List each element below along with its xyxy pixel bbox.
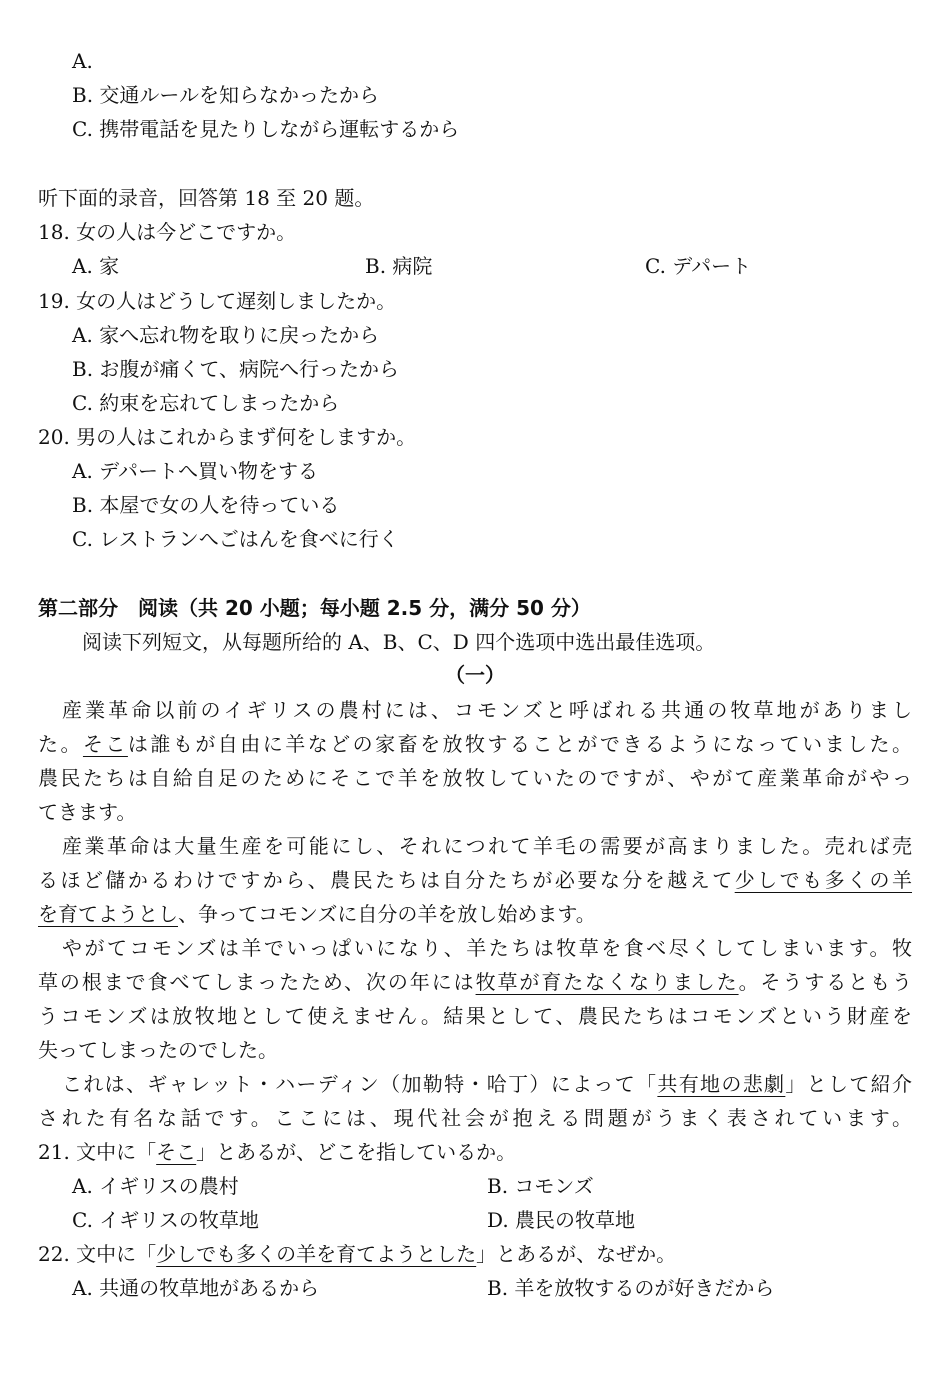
p1-line-4: てきます。	[38, 800, 137, 824]
underlined-sheep-phrase-1: 少しでも多くの羊	[734, 868, 913, 892]
q22-underlined: 少しでも多くの羊を育てようとした	[156, 1242, 477, 1266]
q22-stem-text: 22. 文中に「	[38, 1242, 157, 1266]
underlined-soko: そこ	[82, 732, 128, 756]
p1-line-3: 農民たちは自給自足のためにそこで羊を放牧していたのですが、やがて産業革命がやっ	[38, 766, 912, 790]
q21-underlined: そこ	[156, 1140, 197, 1164]
q18-option-c: C. デパート	[645, 254, 752, 278]
q18-stem: 18. 女の人は今どこですか。	[38, 220, 297, 244]
p2-line-2	[38, 867, 912, 893]
p1-line-2-text-rest: は誰もが自由に羊などの家畜を放牧することができるようになっていました。	[127, 732, 913, 756]
passage-number: （一）	[445, 663, 505, 687]
q21-stem	[38, 1139, 516, 1165]
p4-line-1-text-rest: 」として紹介	[785, 1072, 912, 1096]
q17-option-a: A.	[72, 49, 93, 73]
p2-line-1: 産業革命は大量生産を可能にし、それにつれて羊毛の需要が高まりました。売れば売	[62, 834, 912, 858]
q21-stem-text: 21. 文中に「	[38, 1140, 157, 1164]
underlined-tragedy-phrase: 共有地の悲劇	[657, 1072, 786, 1096]
q22-stem	[38, 1241, 676, 1267]
p3-line-4: 失ってしまったのでした。	[38, 1038, 278, 1062]
p4-line-2: された有名な話です。ここには、現代社会が抱える問題がうまく表されています。	[38, 1106, 912, 1130]
p1-line-2-text: た。	[38, 732, 83, 756]
q22-stem-text-rest: 」とあるが、なぜか。	[476, 1242, 677, 1266]
q21-option-d: D. 農民の牧草地	[487, 1208, 636, 1232]
q20-option-b: B. 本屋で女の人を待っている	[72, 493, 340, 517]
p1-line-2	[38, 731, 912, 757]
section-title: 第二部分 阅读（共 20 小题；每小题 2.5 分，满分 50 分）	[38, 596, 591, 620]
q18-option-b: B. 病院	[365, 254, 433, 278]
p3-line-2-text: 草の根まで食べてしまったため、次の年には	[38, 970, 476, 994]
q22-option-b: B. 羊を放牧するのが好きだから	[487, 1276, 775, 1300]
q19-option-c: C. 約束を忘れてしまったから	[72, 391, 340, 415]
q19-stem: 19. 女の人はどうして遅刻しましたか。	[38, 289, 397, 313]
q19-option-a: A. 家へ忘れ物を取りに戻ったから	[72, 323, 380, 347]
q19-option-b: B. お腹が痛くて、病院へ行ったから	[72, 357, 400, 381]
p2-line-2-text: るほど儲かるわけですから、農民たちは自分たちが必要な分を越えて	[38, 868, 735, 892]
q20-stem: 20. 男の人はこれからまず何をしますか。	[38, 425, 417, 449]
p4-line-1-text: これは、ギャレット・ハーディン（加勒特・哈丁）によって「	[62, 1072, 658, 1096]
q21-stem-text-rest: 」とあるが、どこを指しているか。	[196, 1140, 517, 1164]
p2-line-3	[38, 901, 596, 927]
p1-line-1: 産業革命以前のイギリスの農村には、コモンズと呼ばれる共通の牧草地がありまし	[62, 698, 912, 722]
p3-line-1: やがてコモンズは羊でいっぱいになり、羊たちは牧草を食べ尽くしてしまいます。牧	[62, 936, 912, 960]
underlined-grass-phrase: 牧草が育たなくなりました	[475, 970, 739, 994]
q21-option-c: C. イギリスの牧草地	[72, 1208, 259, 1232]
q18-option-a: A. 家	[72, 254, 120, 278]
p3-line-2	[38, 969, 912, 995]
q22-option-a: A. 共通の牧草地があるから	[72, 1276, 320, 1300]
p4-line-1	[38, 1071, 912, 1097]
p3-line-3: うコモンズは放牧地として使えません。結果として、農民たちはコモンズという財産を	[38, 1004, 912, 1028]
q21-option-b: B. コモンズ	[487, 1174, 594, 1198]
q21-option-a: A. イギリスの農村	[72, 1174, 239, 1198]
underlined-sheep-phrase-2: を育てようとし	[38, 902, 178, 926]
p3-line-2-text-rest: 。そうするともう	[738, 970, 913, 994]
q20-option-c: C. レストランへごはんを食べに行く	[72, 527, 399, 551]
p2-line-3-text: 、争ってコモンズに自分の羊を放し始めます。	[178, 902, 596, 926]
q17-option-b: B. 交通ルールを知らなかったから	[72, 83, 380, 107]
reading-instruction: 阅读下列短文，从每题所给的 A、B、C、D 四个选项中选出最佳选项。	[82, 630, 716, 654]
q17-option-c: C. 携帯電話を見たりしながら運転するから	[72, 117, 460, 141]
listening-instruction: 听下面的录音，回答第 18 至 20 题。	[38, 186, 375, 210]
q20-option-a: A. デパートへ買い物をする	[72, 459, 318, 483]
